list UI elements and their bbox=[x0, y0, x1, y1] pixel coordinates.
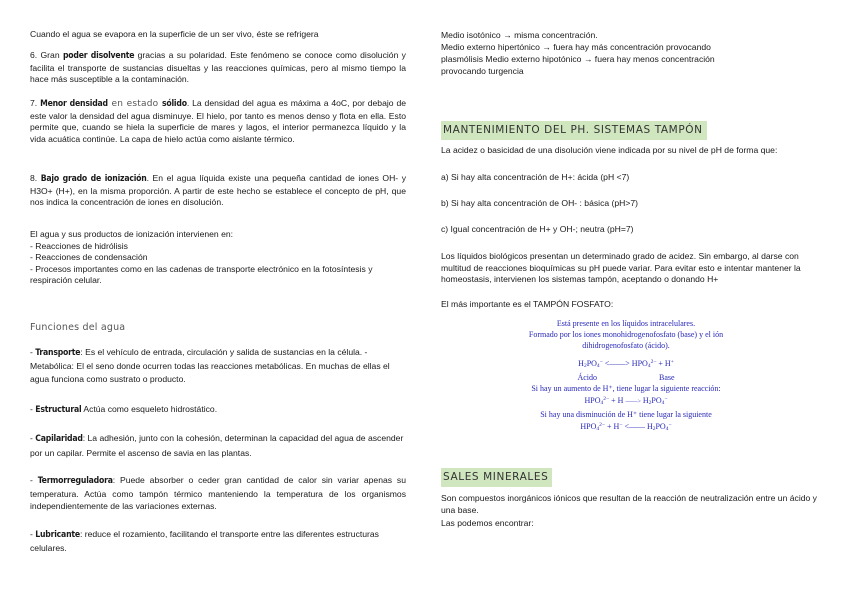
ph-paragraph: Los líquidos biológicos presentan un determinado grado de acidez. Sin embargo, al darse con multitud de reacciones bioquímicas su pH puede variar. Para evitar esto e intentar mantener la homeostasis, intervienen los sistemas tampón, aceptando o donando H+ bbox=[441, 251, 801, 285]
list-intro: El agua y sus productos de ionización intervienen en: bbox=[30, 229, 234, 239]
dash: - bbox=[30, 475, 38, 485]
lubricante-heading: Lubricante bbox=[35, 530, 80, 540]
termorreguladora-item bbox=[30, 474, 406, 513]
base-label: Base bbox=[659, 373, 675, 382]
paragraph-7 bbox=[30, 98, 406, 145]
medio-line: Medio isotónico → misma concentración. bbox=[441, 30, 598, 40]
paragraph-6-heading: poder disolvente bbox=[62, 51, 135, 61]
paragraph-7-number: 7. bbox=[30, 98, 41, 108]
sales-paragraph: Son compuestos inorgánicos iónicos que resultan de la reacción de neutralización entre un ácido y una base. bbox=[441, 493, 817, 515]
dash: - bbox=[30, 529, 36, 539]
termorreguladora-heading: Termorreguladora bbox=[37, 476, 113, 486]
paragraph-6-text: gracias a su polaridad. Este fenómeno se conoce como disolución y facilita el transporte de sustancias disueltas y las reacciones químicas, pero al mismo tiempo la hace más susceptible a la contaminación. bbox=[30, 50, 406, 85]
capilaridad-item bbox=[30, 431, 406, 460]
ph-section-title: MANTENIMIENTO DEL PH. SISTEMAS TAMPÓN bbox=[441, 121, 707, 140]
transporte-item bbox=[30, 346, 406, 386]
paragraph-6 bbox=[30, 50, 406, 86]
ph-item-c: c) Igual concentración de H+ y OH-; neutra (pH=7) bbox=[441, 224, 634, 234]
transporte-heading: Transporte bbox=[35, 348, 81, 358]
paragraph-7-text: . La densidad del agua es máxima a 4oC, por debajo de este valor la densidad del agua disminuye. El hielo, por tanto es menos denso y flota en ella. Esto permite que, cuando se hiela la superficie de mares y lagos, el interior permanezca líquido y la vida acuática continúe. La capa de hielo actúa como aislante térmico. bbox=[30, 98, 407, 144]
estructural-text: Actúa como esqueleto hidrostático. bbox=[81, 404, 218, 414]
phosphate-line: Si hay una disminución de H⁺ tiene lugar la siguiente bbox=[540, 410, 712, 419]
phosphate-line: Está presente en los líquidos intracelulares. bbox=[556, 319, 696, 328]
paragraph-8-heading: Bajo grado de ionización bbox=[40, 174, 147, 184]
medio-line: provocando turgencia bbox=[441, 66, 524, 76]
transporte-text: : Es el vehículo de entrada, circulación y salida de sustancias en la célula. - Metabólica: El el seno donde ocurren todas las reacciones metabólicas. En muchas de ellas el agua funciona como sustrato o producto. bbox=[30, 347, 390, 384]
paragraph-8-number: 8. bbox=[30, 173, 41, 183]
estructural-item bbox=[30, 404, 217, 417]
estructural-heading: Estructural bbox=[35, 405, 82, 415]
list-item: - Reacciones de condensación bbox=[30, 252, 148, 263]
phosphate-line: Si hay un aumento de H⁺, tiene lugar la siguiente reacción: bbox=[531, 384, 721, 393]
dash: - bbox=[30, 347, 36, 357]
medio-text bbox=[441, 29, 715, 77]
phosphate-buffer-image bbox=[476, 318, 776, 435]
dash: - bbox=[30, 433, 36, 443]
ph-item-a: a) Si hay alta concentración de H+: ácida (pH <7) bbox=[441, 172, 630, 182]
acid-label: Ácido bbox=[577, 373, 597, 382]
medio-line: plasmólisis Medio externo hipotónico → fuera hay menos concentración bbox=[441, 54, 715, 64]
lubricante-text: : reduce el rozamiento, facilitando el transporte entre las diferentes estructuras celulares. bbox=[30, 529, 379, 553]
paragraph-7-light: en estado bbox=[107, 99, 162, 109]
phosphate-line: dihidrogenofosfato (ácido). bbox=[582, 341, 670, 350]
medio-line: Medio externo hipertónico → fuera hay más concentración provocando bbox=[441, 42, 711, 52]
phosphate-equation-3: $HPO4^{2-} + H^-$ <—— H2PO4− bbox=[580, 422, 672, 432]
phosphate-line: Formado por los iones monohidrogenofosfato (base) y el ión bbox=[528, 330, 724, 339]
capilaridad-text: : La adhesión, junto con la cohesión, determinan la capacidad del agua de ascender por un capilar. Permite el ascenso de savia en las plantas. bbox=[30, 433, 404, 458]
paragraph-7-heading-2: sólido bbox=[161, 99, 187, 109]
list-item: - Reacciones de hidrólisis bbox=[30, 240, 128, 251]
paragraph-8-text: . En el agua líquida existe una pequeña cantidad de iones OH- y H3O+ (H+), en la misma proporción. A partir de este hecho se establece el concepto de pH, que nos indica la concentración de iones en disolución. bbox=[30, 173, 407, 208]
lubricante-item bbox=[30, 528, 406, 554]
capilaridad-heading: Capilaridad bbox=[35, 434, 83, 444]
paragraph-7-heading: Menor densidad bbox=[40, 99, 108, 109]
termorreguladora-text: : Puede absorber o ceder gran cantidad de calor sin variar apenas su temperatura. Actúa como tampón térmico manteniendo la temperatura de los organismos independientemente de las variaciones externas. bbox=[30, 475, 406, 511]
phosphate-equation-1: H2PO4− <——> $HPO4^{2-} + H^+$ bbox=[578, 359, 674, 369]
ph-item-b: b) Si hay alta concentración de OH- : básica (pH>7) bbox=[441, 198, 639, 208]
phosphate-equation-2: $HPO4^{2-} + H$ ——> H2PO4− bbox=[584, 396, 668, 406]
sales-paragraph-2: Las podemos encontrar: bbox=[441, 518, 534, 528]
paragraph-8 bbox=[30, 173, 406, 209]
acid-base-labels bbox=[476, 372, 776, 383]
evaporation-text: Cuando el agua se evapora en la superficie de un ser vivo, éste se refrigera bbox=[30, 29, 319, 39]
paragraph-6-number: 6. Gran bbox=[30, 50, 63, 60]
ionization-list bbox=[30, 229, 406, 287]
sales-section-title: SALES MINERALES bbox=[441, 468, 552, 487]
ph-intro: La acidez o basicidad de una disolución viene indicada por su nivel de pH de forma que: bbox=[441, 145, 778, 155]
ph-fosfato-intro: El más importante es el TAMPÓN FOSFATO: bbox=[441, 299, 614, 309]
funciones-title: Funciones del agua bbox=[30, 322, 126, 333]
list-item: - Procesos importantes como en las cadenas de transporte electrónico en la fotosíntesis y respiración celular. bbox=[30, 263, 373, 286]
dash: - bbox=[30, 404, 36, 414]
